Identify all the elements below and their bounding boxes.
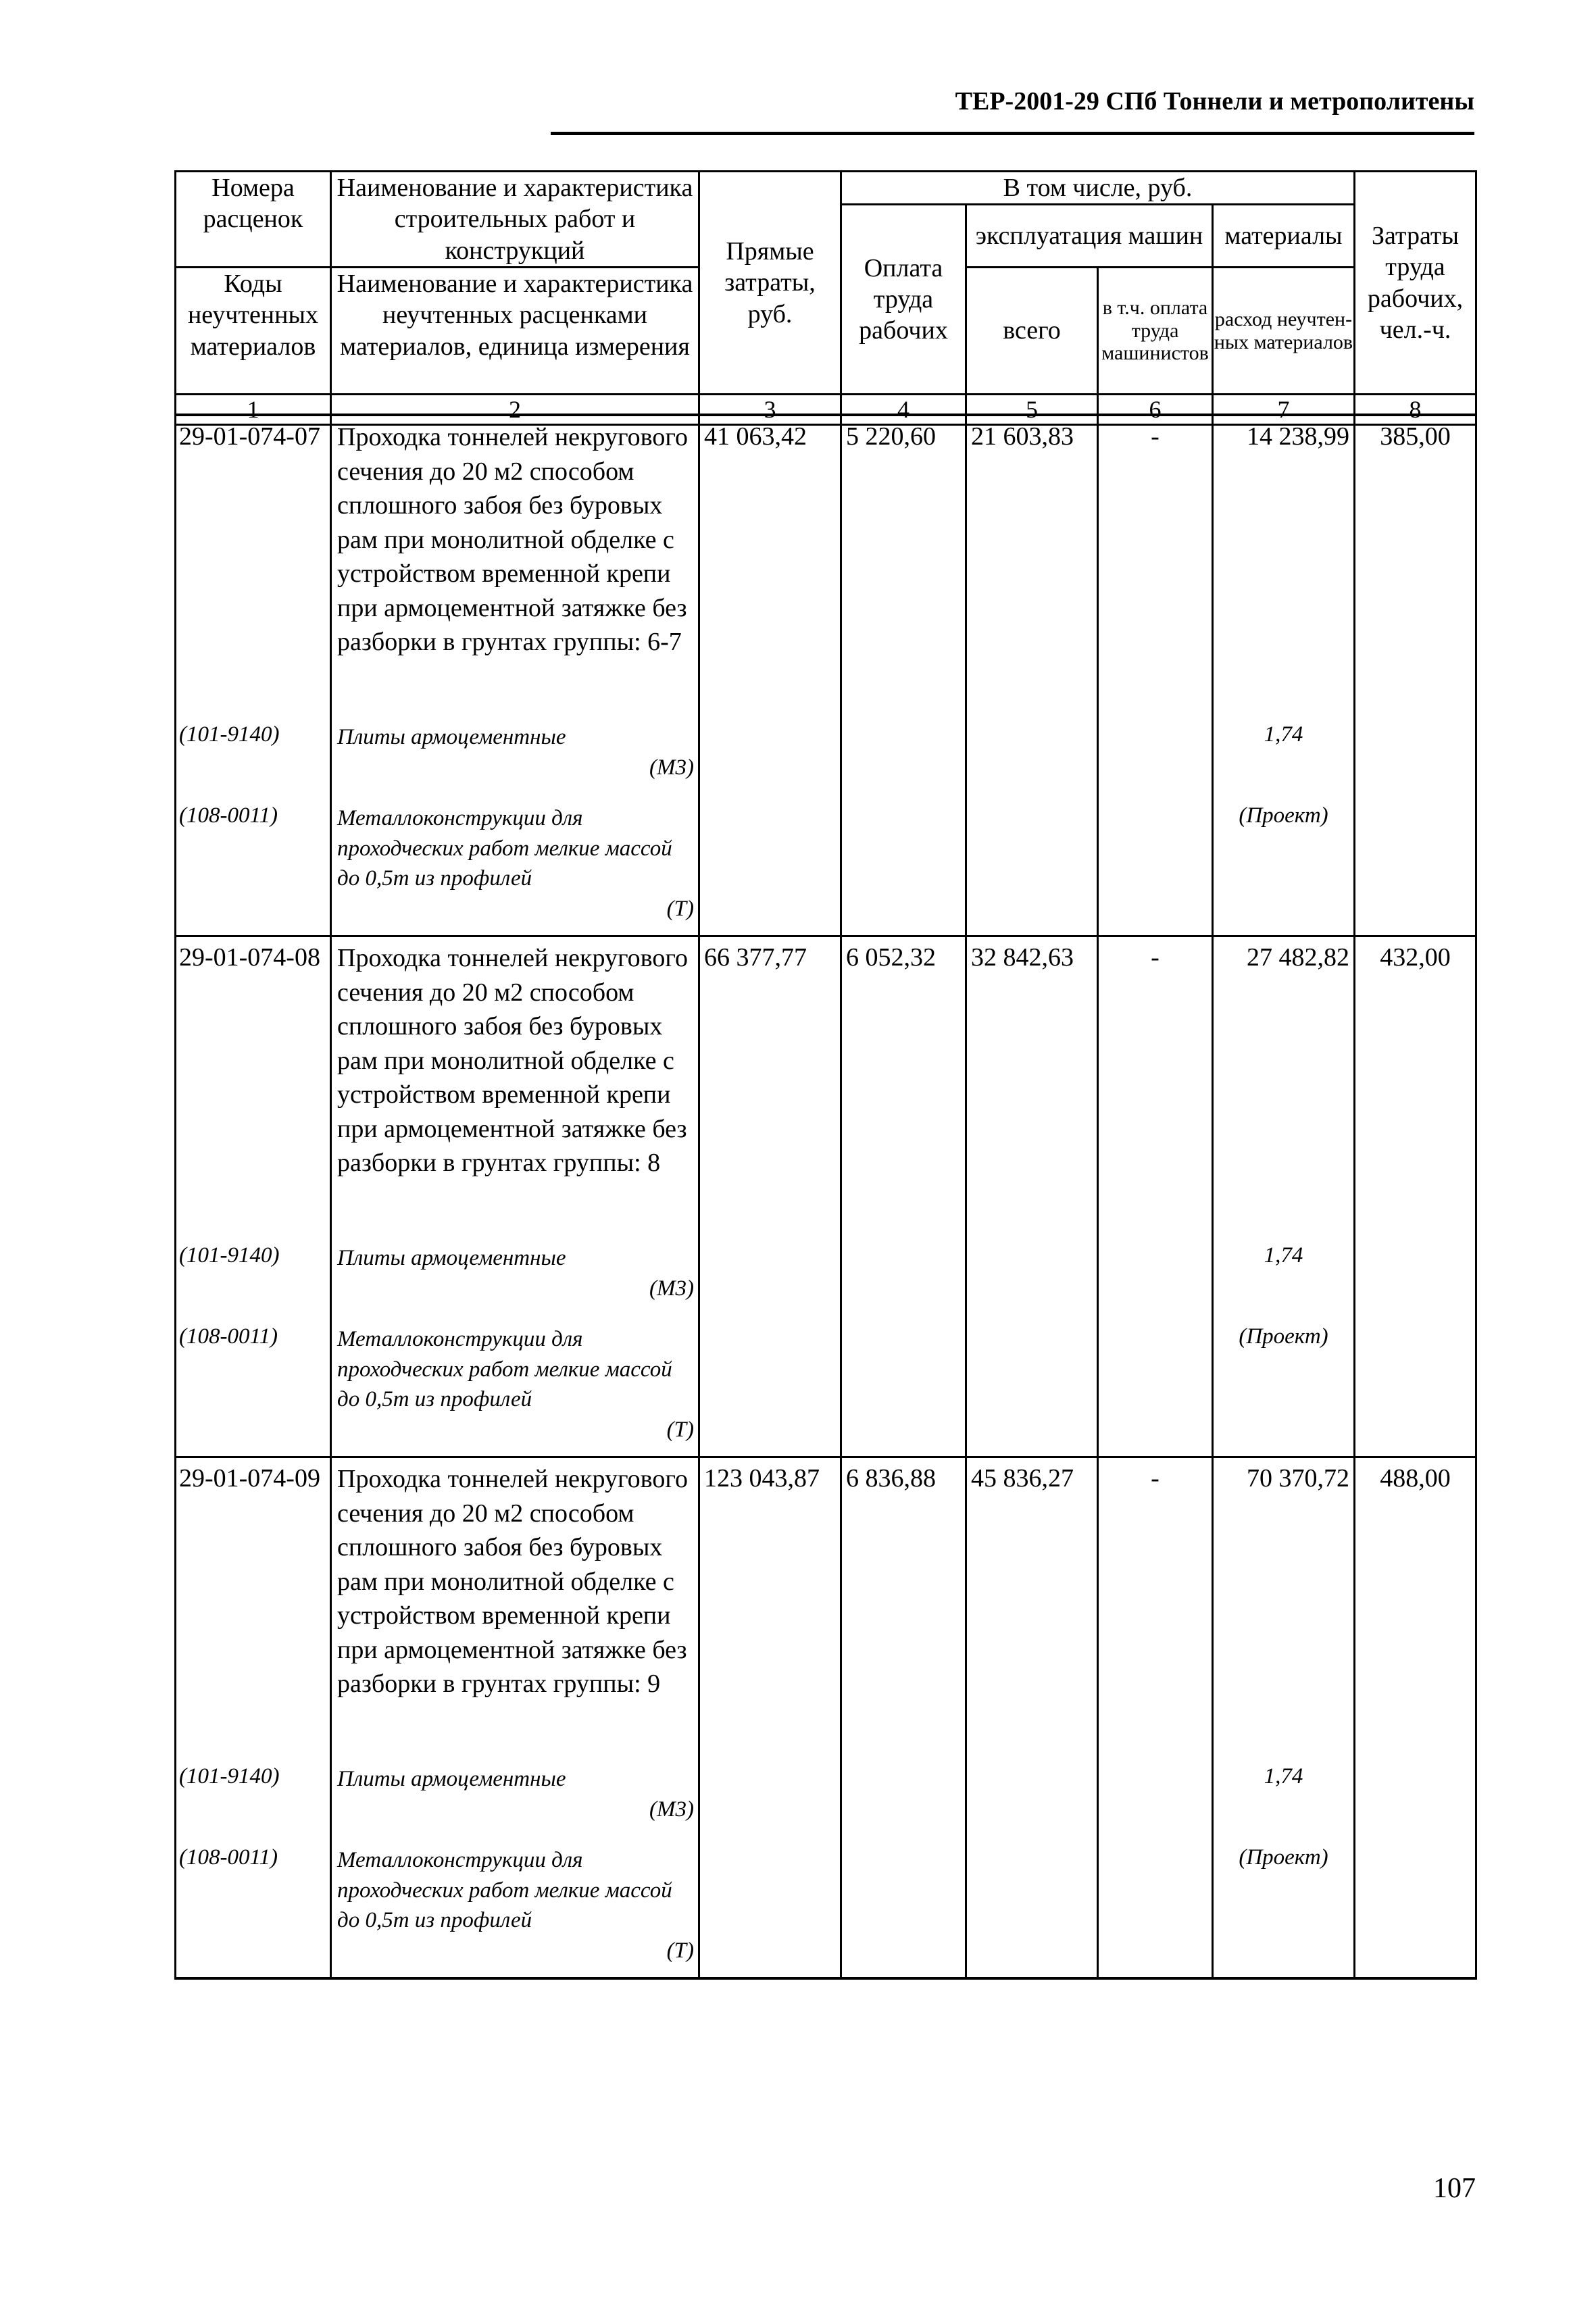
- material-unit: (М3): [649, 1276, 694, 1301]
- page-header: ТЕР-2001-29 СПб Тоннели и метрополитены: [955, 87, 1474, 116]
- material-name: Металлоконструкции для проходческих работ мелкие массой до 0,5т из профилей: [337, 1327, 672, 1412]
- material-name: Металлоконструкции для проходческих работ мелкие массой до 0,5т из профилей: [337, 806, 672, 891]
- rate-row: [176, 936, 1476, 1229]
- materials-value: 14 238,99: [1213, 415, 1355, 707]
- header-including-group: В том числе, руб.: [841, 172, 1355, 205]
- labor-pay-value: 6 836,88: [841, 1457, 966, 1750]
- header-material-names: Наименование и характеристика неучтенных расценками материалов, единица измерения: [331, 268, 699, 395]
- material-row: [176, 1228, 1476, 1309]
- header-material-codes: Коды неучтенных материалов: [176, 268, 331, 395]
- rate-row: [176, 1457, 1476, 1750]
- material-description: [331, 1749, 699, 1830]
- material-consumption: 1,74: [1213, 1749, 1355, 1830]
- rate-code: 29-01-074-07: [176, 415, 331, 707]
- material-unit: (М3): [649, 755, 694, 780]
- material-name: Плиты армоцементные: [337, 725, 566, 749]
- material-code: (108-0011): [176, 1309, 331, 1457]
- material-unit: (М3): [649, 1797, 694, 1822]
- operators-pay-value: -: [1098, 936, 1213, 1229]
- material-name: Плиты армоцементные: [337, 1767, 566, 1791]
- operators-pay-value: -: [1098, 415, 1213, 707]
- column-number: 3: [699, 395, 841, 425]
- material-consumption: (Проект): [1213, 1830, 1355, 1978]
- rate-description: Проходка тоннелей некругового сечения до 20 м2 способом сплошного забоя без буровых рам при монолитной обделке с устройством временной крепи при армоцементной затяжке без разборки в грунтах группы: 6-7: [331, 415, 699, 707]
- column-number: 1: [176, 395, 331, 425]
- direct-costs-value: 41 063,42: [699, 415, 841, 707]
- machines-value: 32 842,63: [966, 936, 1098, 1229]
- rate-description: Проходка тоннелей некругового сечения до 20 м2 способом сплошного забоя без буровых рам при монолитной обделке с устройством временной крепи при армоцементной затяжке без разборки в грунтах группы: 9: [331, 1457, 699, 1750]
- material-row: [176, 788, 1476, 936]
- column-number: 4: [841, 395, 966, 425]
- labor-hours-value: 488,00: [1355, 1457, 1476, 1750]
- header-machines: эксплуатация машин: [966, 205, 1213, 268]
- machines-value: 21 603,83: [966, 415, 1098, 707]
- direct-costs-value: 123 043,87: [699, 1457, 841, 1750]
- material-description: [331, 788, 699, 936]
- operators-pay-value: -: [1098, 1457, 1213, 1750]
- material-code: (101-9140): [176, 1228, 331, 1309]
- column-number: 8: [1355, 395, 1476, 425]
- labor-pay-value: 5 220,60: [841, 415, 966, 707]
- material-row: [176, 707, 1476, 788]
- material-code: (108-0011): [176, 1830, 331, 1978]
- rate-description: Проходка тоннелей некругового сечения до 20 м2 способом сплошного забоя без буровых рам при монолитной обделке с устройством временной крепи при армоцементной затяжке без разборки в грунтах группы: 8: [331, 936, 699, 1229]
- material-row: [176, 1309, 1476, 1457]
- header-operators-pay: в т.ч. оплата труда машинистов: [1098, 268, 1213, 395]
- material-row: [176, 1749, 1476, 1830]
- material-code: (108-0011): [176, 788, 331, 936]
- material-description: [331, 1830, 699, 1978]
- material-consumption: 1,74: [1213, 1228, 1355, 1309]
- header-work-name: Наименование и характеристика строительных работ и конструкций: [331, 172, 699, 268]
- column-number: 2: [331, 395, 699, 425]
- materials-value: 27 482,82: [1213, 936, 1355, 1229]
- rate-code: 29-01-074-09: [176, 1457, 331, 1750]
- header-rate-number: Номера расценок: [176, 172, 331, 268]
- material-consumption: (Проект): [1213, 788, 1355, 936]
- page-number: 107: [1433, 2173, 1476, 2204]
- column-number: 5: [966, 395, 1098, 425]
- header-machines-total: всего: [966, 268, 1098, 395]
- material-code: (101-9140): [176, 707, 331, 788]
- rates-table: [174, 414, 1477, 1980]
- labor-hours-value: 385,00: [1355, 415, 1476, 707]
- header-unaccounted-materials: расход неучтен-ных материалов: [1213, 268, 1355, 395]
- column-number: 7: [1213, 395, 1355, 425]
- machines-value: 45 836,27: [966, 1457, 1098, 1750]
- material-consumption: (Проект): [1213, 1309, 1355, 1457]
- column-header-table: [174, 170, 1477, 426]
- material-unit: (Т): [666, 896, 694, 921]
- header-labor-pay: Оплата труда рабочих: [841, 205, 966, 395]
- labor-pay-value: 6 052,32: [841, 936, 966, 1229]
- labor-hours-value: 432,00: [1355, 936, 1476, 1229]
- material-unit: (Т): [666, 1938, 694, 1963]
- material-consumption: 1,74: [1213, 707, 1355, 788]
- material-description: [331, 1309, 699, 1457]
- direct-costs-value: 66 377,77: [699, 936, 841, 1229]
- material-description: [331, 1228, 699, 1309]
- material-name: Металлоконструкции для проходческих работ мелкие массой до 0,5т из профилей: [337, 1848, 672, 1933]
- material-unit: (Т): [666, 1417, 694, 1442]
- material-name: Плиты армоцементные: [337, 1246, 566, 1270]
- materials-value: 70 370,72: [1213, 1457, 1355, 1750]
- rate-code: 29-01-074-08: [176, 936, 331, 1229]
- header-labor-hours: Затраты труда рабочих, чел.-ч.: [1355, 172, 1476, 395]
- material-code: (101-9140): [176, 1749, 331, 1830]
- material-description: [331, 707, 699, 788]
- header-direct-costs: Прямые затраты, руб.: [699, 172, 841, 395]
- header-rule: [551, 132, 1474, 135]
- column-number: 6: [1098, 395, 1213, 425]
- header-materials: материалы: [1213, 205, 1355, 268]
- material-row: [176, 1830, 1476, 1978]
- rate-row: [176, 415, 1476, 707]
